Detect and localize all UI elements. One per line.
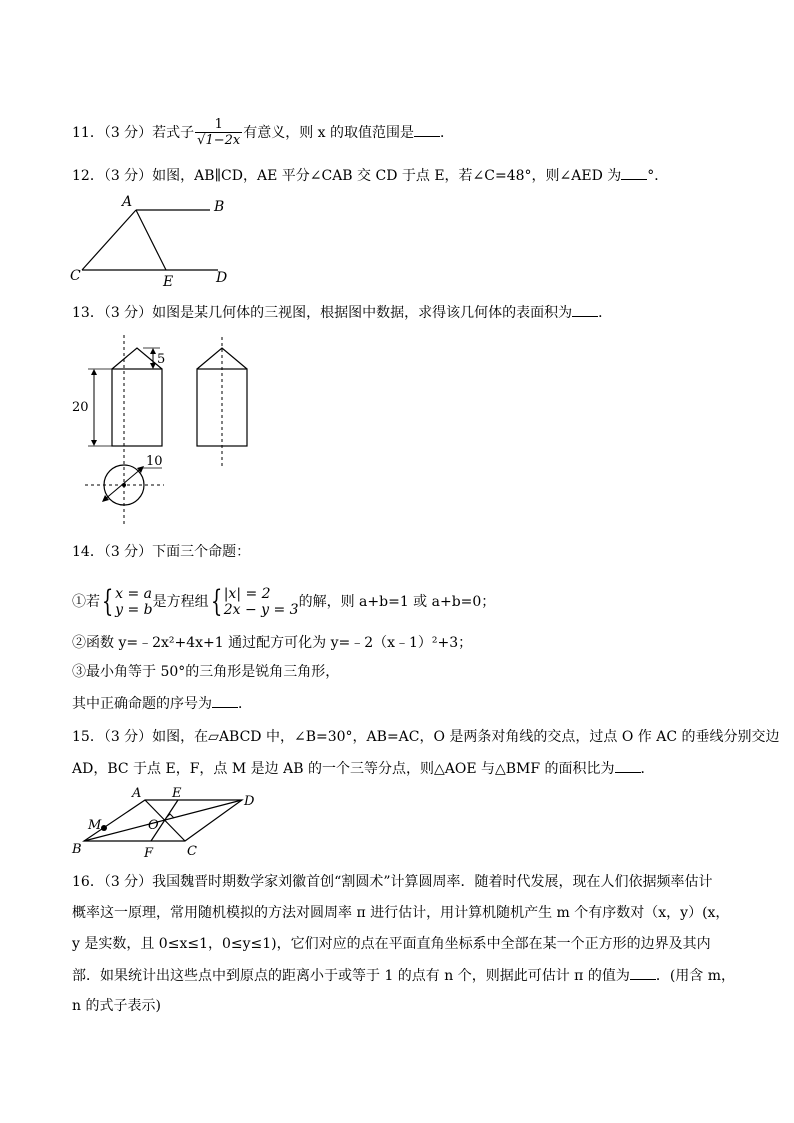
q13-text: 13．（3 分）如图是某几何体的三视图，根据图中数据，求得该几何体的表面积为 — [72, 305, 573, 321]
q16-line3: y 是实数，且 0≤x≤1，0≤y≤1)，它们对应的点在平面直角坐标系中全部在某一个正方形的边界及其内 — [72, 936, 711, 952]
q14-brace-right: { — [210, 584, 222, 619]
q11-fraction — [195, 118, 242, 148]
q14-brace-left: { — [101, 584, 114, 619]
q15-label-D: D — [244, 794, 255, 809]
q16-line4-end: ．(用含 m， — [655, 968, 736, 984]
q14-conclusion-text: 其中正确命题的序号为 — [72, 696, 212, 712]
q16-line1: 16．（3 分）我国魏晋时期数学家刘徽首创“割圆术”计算圆周率．随着时代发展，现在人们依据频率估计 — [72, 874, 713, 890]
q14-item-1 — [72, 586, 495, 618]
q14-item2-text: ②函数 y=﹣2x²+4x+1 通过配方可化为 y=﹣2（x﹣1）²+3； — [72, 635, 473, 651]
q12-figure — [60, 190, 250, 290]
q15-label-E: E — [172, 786, 182, 801]
q14-sys-left-1: x = a — [115, 586, 152, 602]
q13-dim-10: 10 — [146, 454, 163, 469]
question-16-line-4 — [72, 965, 735, 986]
q15-label-C: C — [187, 844, 197, 859]
q15-parallelogram-figure — [60, 785, 270, 865]
q14-item3-text: ③最小角等于 50°的三角形是锐角三角形， — [72, 664, 340, 680]
q12-label-D: D — [216, 270, 228, 286]
q14-item1-prefix: ①若 — [72, 594, 100, 610]
q16-line4: 部．如果统计出这些点中到原点的距离小于或等于 1 的点有 n 个，则据此可估计 π 的值为 — [72, 968, 630, 984]
q15-label-M: M — [88, 818, 102, 833]
q12-end: °． — [647, 168, 669, 184]
q11-end: ． — [440, 125, 455, 141]
q11-answer-blank[interactable] — [414, 122, 440, 137]
question-13 — [72, 302, 612, 323]
q11-frac-denominator: √1−2x — [197, 133, 241, 148]
q14-item1-suffix: 的解，则 a+b=1 或 a+b=0； — [298, 594, 496, 610]
q13-three-view-figure — [60, 335, 280, 530]
q12-answer-blank[interactable] — [621, 165, 647, 180]
q12-label-C: C — [70, 268, 81, 284]
q14-sys-right-2: 2x − y = 3 — [223, 602, 299, 618]
q14-sys-left-2: y = b — [115, 602, 153, 618]
q14-system-left — [115, 586, 153, 618]
q14-conclusion — [72, 693, 252, 714]
q14-answer-blank[interactable] — [212, 693, 238, 708]
q15-label-A: A — [132, 786, 142, 801]
q15-label-O: O — [148, 818, 159, 833]
question-16-line-2 — [72, 903, 729, 923]
q11-frac-numerator: 1 — [214, 117, 223, 132]
q15-label-B: B — [72, 842, 82, 857]
q12-text: 12．（3 分）如图，AB∥CD，AE 平分∠CAB 交 CD 于点 E，若∠C=48°，则∠AED 为 — [72, 168, 622, 184]
question-14-title — [72, 542, 250, 562]
question-16-line-3 — [72, 934, 711, 954]
q14-item-2 — [72, 633, 472, 653]
q12-label-E: E — [163, 274, 174, 290]
q14-item-3 — [72, 662, 339, 682]
question-11 — [72, 118, 454, 148]
question-15-line-1 — [72, 727, 780, 747]
question-16-line-1 — [72, 872, 712, 892]
q14-title: 14．（3 分）下面三个命题： — [72, 544, 251, 560]
q14-end: ． — [238, 696, 252, 712]
q15-answer-blank[interactable] — [615, 758, 641, 773]
question-15-line-2 — [72, 758, 655, 779]
q11-suffix: 有意义，则 x 的取值范围是 — [243, 125, 415, 141]
q13-dim-5: 5 — [157, 352, 166, 367]
q13-dim-20: 20 — [72, 400, 89, 415]
q11-prefix: 11．（3 分）若式子 — [72, 125, 195, 141]
q15-line2: AD，BC 于点 E，F，点 M 是边 AB 的一个三等分点，则△AOE 与△BMF 的面积比为 — [72, 761, 615, 777]
q14-system-right — [224, 586, 299, 618]
q13-end: ． — [598, 305, 613, 321]
q13-answer-blank[interactable] — [572, 302, 598, 317]
q15-line1: 15．（3 分）如图，在▱ABCD 中，∠B=30°，AB=AC，O 是两条对角线的交点，过点 O 作 AC 的垂线分别交边 — [72, 729, 780, 745]
q15-end: ． — [640, 761, 655, 777]
q12-label-B: B — [214, 199, 225, 215]
q14-item1-mid: 是方程组 — [152, 594, 209, 610]
q14-sys-right-1: |x| = 2 — [223, 586, 271, 602]
q15-label-F: F — [144, 846, 154, 861]
q16-line2: 概率这一原理，常用随机模拟的方法对圆周率 π 进行估计，用计算机随机产生 m 个有序数对（x，y）(x， — [72, 905, 730, 921]
question-12 — [72, 165, 668, 186]
q16-answer-blank[interactable] — [630, 965, 656, 980]
q16-line5: n 的式子表示) — [72, 998, 161, 1014]
question-16-line-5 — [72, 996, 161, 1016]
q12-label-A: A — [122, 194, 133, 210]
